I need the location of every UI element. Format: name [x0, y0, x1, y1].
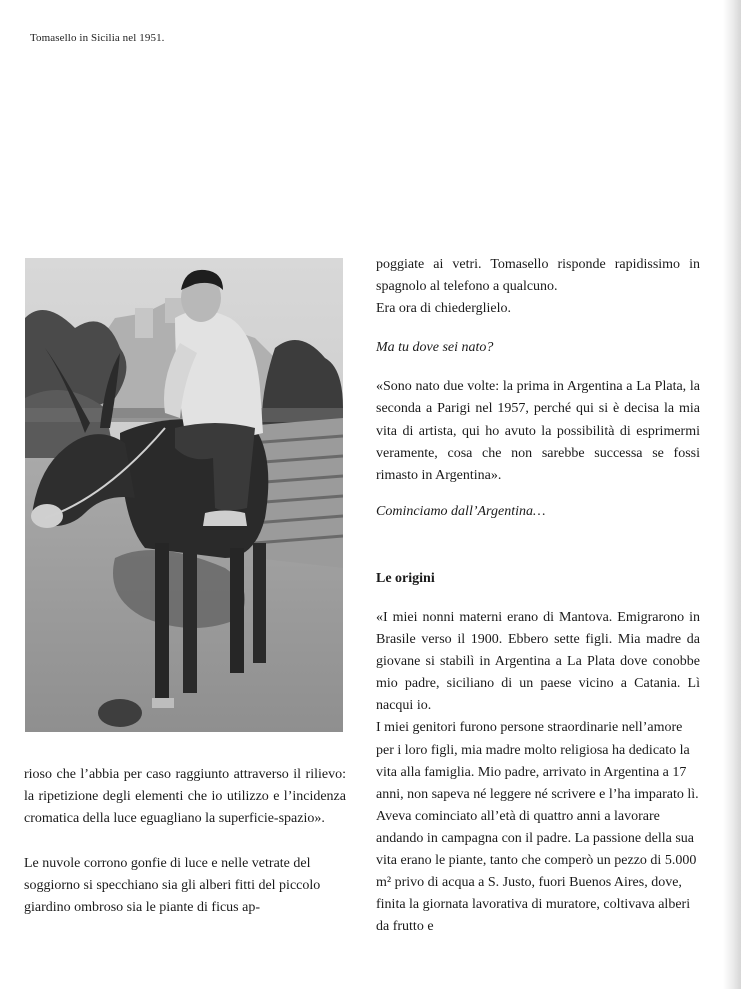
photograph: [25, 258, 343, 732]
left-text-column: [24, 764, 346, 919]
origini-paragraph-2: I miei genitori furono persone straordinarie nell’amore per i loro figli, mia madre molto religiosa ha dedicato la vita alla famiglia. Mio padre, arrivato in Argentina a 17 anni, non sapeva né leggere né scrivere e l’ha imparato lì. Aveva cominciato all’età di quattro anni a lavorare andando in campagna con il padre. La passione della sua vita erano le piante, tanto che comperò un pezzo di 5.000 m² privo di acqua a S. Justo, fuori Buenos Aires, dove, finita la giornata lavorativa di muratore, coltivava alberi da frutto e: [376, 720, 699, 935]
right-text-column: [376, 254, 700, 938]
left-paragraph-2: Le nuvole corrono gonfie di luce e nelle vetrate del soggiorno si specchiano sia gli alberi fitti del piccolo giardino ombroso sia le piante di ficus ap-: [24, 855, 321, 916]
section-heading: Le origini: [376, 570, 435, 586]
left-paragraph-1: rioso che l’abbia per caso raggiunto attraverso il rilievo: la ripetizione degli elementi che io utilizzo e l’incidenza cromatica della luce eguagliano la superficie-spazio».: [24, 767, 346, 827]
interview-question-2: Cominciamo dall’Argentina…: [376, 503, 546, 519]
photo-caption: Tomasello in Sicilia nel 1951.: [30, 32, 165, 44]
right-paragraph-1: poggiate ai vetri. Tomasello risponde rapidissimo in spagnolo al telefono a qualcuno.: [376, 257, 700, 295]
interview-question-1: Ma tu dove sei nato?: [376, 340, 494, 356]
interview-answer-1: «Sono nato due volte: la prima in Argentina a La Plata, la seconda a Parigi nel 1957, perché qui si è decisa la mia vita di artista, qui ho avuto la possibilità di esprimermi veramente, cosa che non sarebbe successa se fossi rimasto in Argentina».: [376, 379, 700, 483]
man-on-donkey-photo: [25, 258, 343, 732]
page-edge-shadow: [723, 0, 741, 989]
right-paragraph-1b: Era ora di chiederglielo.: [376, 301, 512, 317]
origini-paragraph-1: «I miei nonni materni erano di Mantova. Emigrarono in Brasile verso il 1900. Ebbero sette figli. Mia madre da giovane si stabilì in Argentina a La Plata dove conobbe mio padre, siciliano di un paese vicino a Catania. Lì nacqui io.: [376, 609, 700, 714]
